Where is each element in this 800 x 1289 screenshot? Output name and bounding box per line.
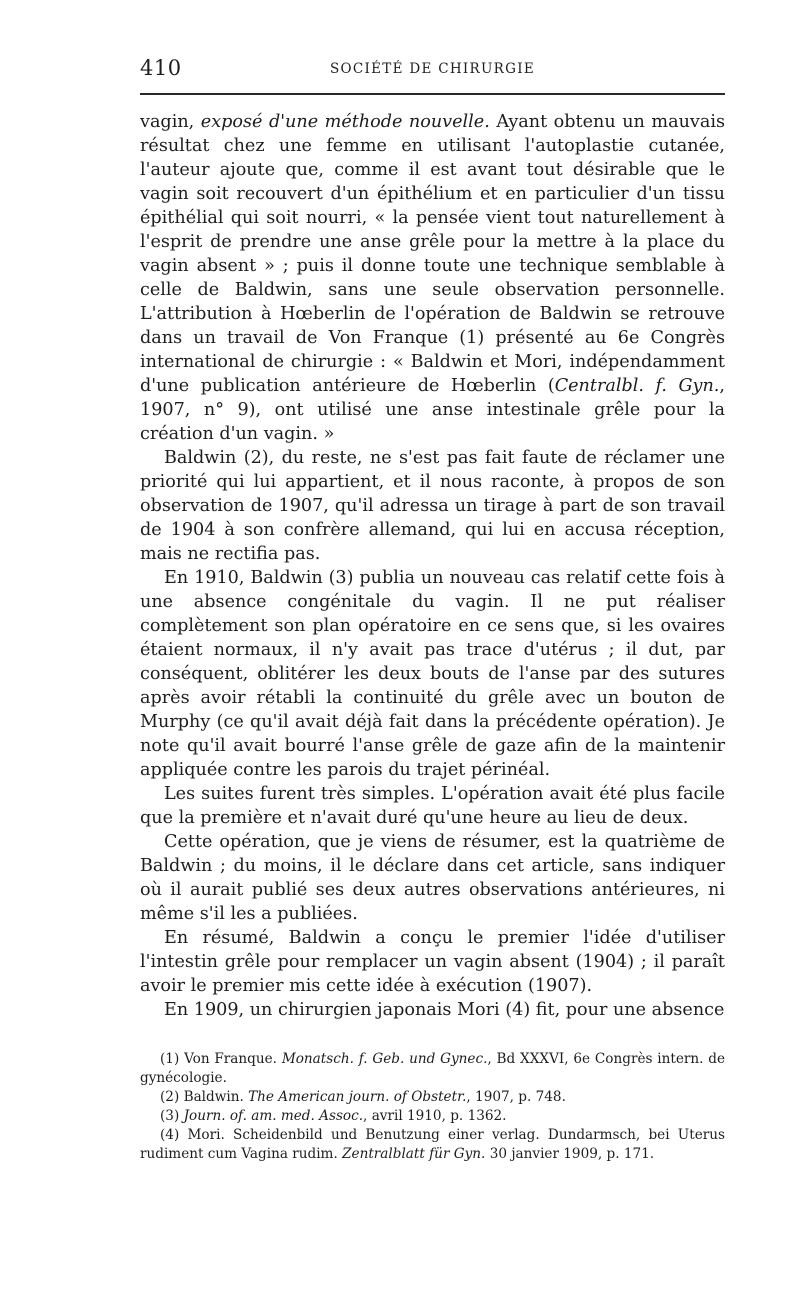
paragraph: Baldwin (2), du reste, ne s'est pas fait faute de réclamer une priorité qui lui appartient, et il nous raconte, à propos de son observation de 1907, qu'il adressa un tirage à part de son travail de 1904 à son confrère allemand, qui lui en accusa réception, mais ne rectifia pas. [140,448,725,564]
italic-citation: Journ. of. am. med. Assoc. [183,1108,364,1124]
paragraph: En 1909, un chirurgien japonais Mori (4) fit, pour une absence [164,1000,725,1020]
italic-citation: Monatsch. f. Geb. und Gynec. [281,1051,488,1067]
page-header [140,56,725,86]
italic-citation: exposé d'une méthode nouvelle. [200,112,490,132]
paragraph: En résumé, Baldwin a conçu le premier l'idée d'utiliser l'intestin grêle pour remplacer un vagin absent (1904) ; il paraît avoir le premier mis cette idée à exécution (1907). [140,928,725,996]
footnote: (3) Journ. of. am. med. Assoc., avril 1910, p. 1362. [160,1108,507,1124]
footnotes [140,1050,725,1164]
paragraph: En 1910, Baldwin (3) publia un nouveau cas relatif cette fois à une absence congénitale du vagin. Il ne put réaliser complètement son plan opératoire en ce sens que, si les ovaires étaient normaux, il n'y avait pas trace d'utérus ; il dut, par conséquent, oblitérer les deux bouts de l'anse par des sutures après avoir rétabli la continuité du grêle avec un bouton de Murphy (ce qu'il avait déjà fait dans la précédente opération). Je note qu'il avait bourré l'anse grêle de gaze afin de la maintenir appliquée contre les parois du trajet périnéal. [140,568,725,780]
footnote: (2) Baldwin. The American journ. of Obstetr., 1907, p. 748. [160,1089,566,1105]
footnote: (4) Mori. Scheidenbild und Benutzung einer verlag. Dundarmsch, bei Uterus rudiment cum Vagina rudim. Zentralblatt für Gyn. 30 janvier 1909, p. 171. [140,1127,725,1162]
italic-citation: The American journ. of Obstetr. [248,1089,467,1105]
body-text [140,110,725,1022]
running-title: SOCIÉTÉ DE CHIRURGIE [329,61,536,77]
italic-citation: Zentralblatt für Gyn. [342,1146,486,1162]
italic-citation: Centralbl. f. Gyn. [554,376,720,396]
paragraph: Les suites furent très simples. L'opération avait été plus facile que la première et n'avait duré qu'une heure au lieu de deux. [140,784,725,828]
paragraph: Cette opération, que je viens de résumer, est la quatrième de Baldwin ; du moins, il le déclare dans cet article, sans indiquer où il aurait publié ses deux autres observations antérieures, ni même s'il les a publiées. [140,832,725,924]
header-rule [140,93,725,95]
footnote: (1) Von Franque. Monatsch. f. Geb. und Gynec., Bd XXXVI, 6e Congrès intern. de gynécologie. [140,1051,726,1086]
paragraph: vagin, exposé d'une méthode nouvelle. Ayant obtenu un mauvais résultat chez une femme en utilisant l'autoplastie cutanée, l'auteur ajoute que, comme il est avant tout désirable que le vagin soit recouvert d'un épithélium et en particulier d'un tissu épithélial qui soit nourri, « la pensée vient tout naturellement à l'esprit de prendre une anse grêle pour la mettre à la place du vagin absent » ; puis il donne toute une technique semblable à celle de Baldwin, sans une seule observation personnelle. L'attribution à Hœberlin de l'opération de Baldwin se retrouve dans un travail de Von Franque (1) présenté au 6e Congrès international de chirurgie : « Baldwin et Mori, indépendamment d'une publication antérieure de Hœberlin (Centralbl. f. Gyn., 1907, n° 9), ont utilisé une anse intestinale grêle pour la création d'un vagin. » [140,112,725,444]
page-number: 410 [140,56,182,80]
